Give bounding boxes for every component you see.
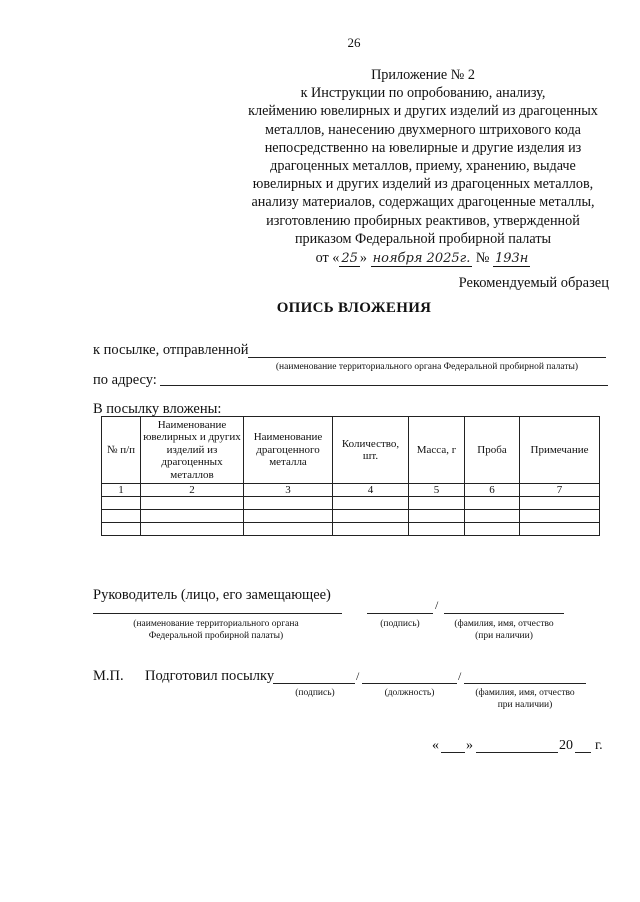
prepared-signature-line[interactable] bbox=[273, 683, 355, 684]
appendix-line: анализу материалов, содержащих драгоценные металлы, bbox=[251, 194, 595, 211]
table-cell[interactable] bbox=[141, 523, 244, 536]
table-cell[interactable] bbox=[141, 510, 244, 523]
appendix-line: приказом Федеральной пробирной палаты bbox=[294, 230, 552, 247]
table-row[interactable] bbox=[102, 497, 600, 510]
table-cell[interactable] bbox=[520, 523, 600, 536]
table-cell[interactable] bbox=[244, 523, 333, 536]
table-cell[interactable] bbox=[333, 523, 409, 536]
appendix-header bbox=[228, 66, 618, 267]
table-row[interactable] bbox=[102, 523, 600, 536]
order-from-prefix: от « bbox=[315, 250, 340, 267]
prepared-by-label: Подготовил посылку bbox=[145, 668, 275, 684]
head-slash: / bbox=[435, 598, 439, 612]
table-number-row bbox=[102, 484, 600, 497]
table-cell[interactable] bbox=[244, 510, 333, 523]
table-cell[interactable] bbox=[520, 497, 600, 510]
column-number: 6 bbox=[465, 484, 520, 497]
header-item-name: Наименование ювелирных и других изделий из драгоценных металлов bbox=[141, 417, 244, 484]
head-org-line[interactable] bbox=[93, 613, 342, 614]
address-label: по адресу: bbox=[93, 372, 157, 388]
prepared-slash-2: / bbox=[458, 669, 462, 683]
table-row[interactable] bbox=[102, 510, 600, 523]
order-number-prefix: № bbox=[475, 250, 490, 267]
head-label: Руководитель (лицо, его замещающее) bbox=[93, 587, 331, 603]
column-number: 3 bbox=[244, 484, 333, 497]
prepared-sign-hint: (подпись) bbox=[295, 688, 335, 698]
parcel-sent-hint: (наименование территориального органа Федеральной пробирной палаты) bbox=[275, 362, 579, 372]
appendix-line: металлов, нанесению двухмерного штрихового кода bbox=[265, 121, 581, 138]
table-cell[interactable] bbox=[141, 497, 244, 510]
head-name-hint-line2: (при наличии) bbox=[475, 631, 533, 641]
prepared-name-line[interactable] bbox=[464, 683, 586, 684]
table-cell[interactable] bbox=[244, 497, 333, 510]
header-fineness: Проба bbox=[465, 417, 520, 484]
table-cell[interactable] bbox=[409, 497, 465, 510]
table-cell[interactable] bbox=[333, 497, 409, 510]
head-org-hint-line2: Федеральной пробирной палаты) bbox=[148, 631, 284, 641]
table-cell[interactable] bbox=[409, 523, 465, 536]
prepared-position-line[interactable] bbox=[362, 683, 457, 684]
order-reference bbox=[228, 249, 618, 267]
order-number-handwritten: 193н bbox=[494, 251, 529, 267]
header-mass: Масса, г bbox=[409, 417, 465, 484]
table-caption: В посылку вложены: bbox=[93, 401, 222, 417]
parcel-sent-line[interactable] bbox=[248, 357, 606, 358]
column-number: 1 bbox=[102, 484, 141, 497]
order-month-year-handwritten: ноября 2025г. bbox=[372, 251, 471, 267]
column-number: 4 bbox=[333, 484, 409, 497]
table-cell[interactable] bbox=[333, 510, 409, 523]
inventory-table bbox=[101, 416, 600, 536]
prepared-position-hint: (должность) bbox=[384, 688, 435, 698]
appendix-line: ювелирных и других изделий из драгоценных металлов, bbox=[252, 176, 594, 193]
appendix-line: клеймению ювелирных и других изделий из драгоценных bbox=[248, 103, 598, 120]
order-day-handwritten: 25 bbox=[341, 251, 358, 267]
appendix-title: Приложение № 2 bbox=[371, 67, 475, 83]
head-name-hint bbox=[440, 618, 568, 642]
date-century: 20 bbox=[559, 738, 573, 753]
order-mid: » bbox=[359, 250, 368, 267]
date-month-line[interactable] bbox=[476, 752, 558, 753]
table-header-row bbox=[102, 417, 600, 484]
date-year-line[interactable] bbox=[575, 752, 591, 753]
table-cell[interactable] bbox=[465, 510, 520, 523]
table-cell[interactable] bbox=[102, 510, 141, 523]
table-cell[interactable] bbox=[520, 510, 600, 523]
document-title: ОПИСЬ ВЛОЖЕНИЯ bbox=[276, 300, 432, 316]
prepared-name-hint bbox=[460, 687, 590, 711]
head-signature-line[interactable] bbox=[367, 613, 433, 614]
head-sign-hint: (подпись) bbox=[380, 619, 420, 629]
date-day-line[interactable] bbox=[441, 752, 465, 753]
header-quantity: Количество, шт. bbox=[333, 417, 409, 484]
page-number: 26 bbox=[347, 35, 361, 50]
head-org-hint bbox=[96, 618, 336, 642]
table-cell[interactable] bbox=[409, 510, 465, 523]
address-line[interactable] bbox=[160, 385, 608, 386]
head-org-hint-line1: (наименование территориального органа bbox=[133, 619, 299, 629]
appendix-line: к Инструкции по опробованию, анализу, bbox=[300, 85, 546, 102]
table-cell[interactable] bbox=[465, 497, 520, 510]
stamp-label: М.П. bbox=[93, 668, 124, 684]
parcel-sent-label: к посылке, отправленной bbox=[93, 342, 249, 358]
column-number: 5 bbox=[409, 484, 465, 497]
head-name-line[interactable] bbox=[444, 613, 564, 614]
header-note: Примечание bbox=[520, 417, 600, 484]
prepared-slash-1: / bbox=[356, 669, 360, 683]
table-cell[interactable] bbox=[465, 523, 520, 536]
column-number: 7 bbox=[520, 484, 600, 497]
appendix-line: непосредственно на ювелирные и другие изделия из bbox=[264, 139, 582, 156]
date-suffix: г. bbox=[595, 738, 603, 753]
table-cell[interactable] bbox=[102, 497, 141, 510]
date-close-quote: » bbox=[466, 738, 473, 753]
appendix-line: драгоценных металлов, приему, хранению, выдаче bbox=[270, 158, 576, 175]
date-open-quote: « bbox=[432, 738, 439, 753]
head-name-hint-line1: (фамилия, имя, отчество bbox=[454, 619, 554, 629]
prepared-name-hint-line1: (фамилия, имя, отчество bbox=[475, 688, 575, 698]
header-number: № п/п bbox=[102, 417, 141, 484]
recommended-sample-label: Рекомендуемый образец bbox=[458, 275, 609, 291]
column-number: 2 bbox=[141, 484, 244, 497]
prepared-name-hint-line2: при наличии) bbox=[497, 700, 553, 710]
header-metal-name: Наименование драгоценного металла bbox=[244, 417, 333, 484]
table-cell[interactable] bbox=[102, 523, 141, 536]
appendix-line: изготовлению пробирных реактивов, утвержденной bbox=[266, 212, 580, 229]
